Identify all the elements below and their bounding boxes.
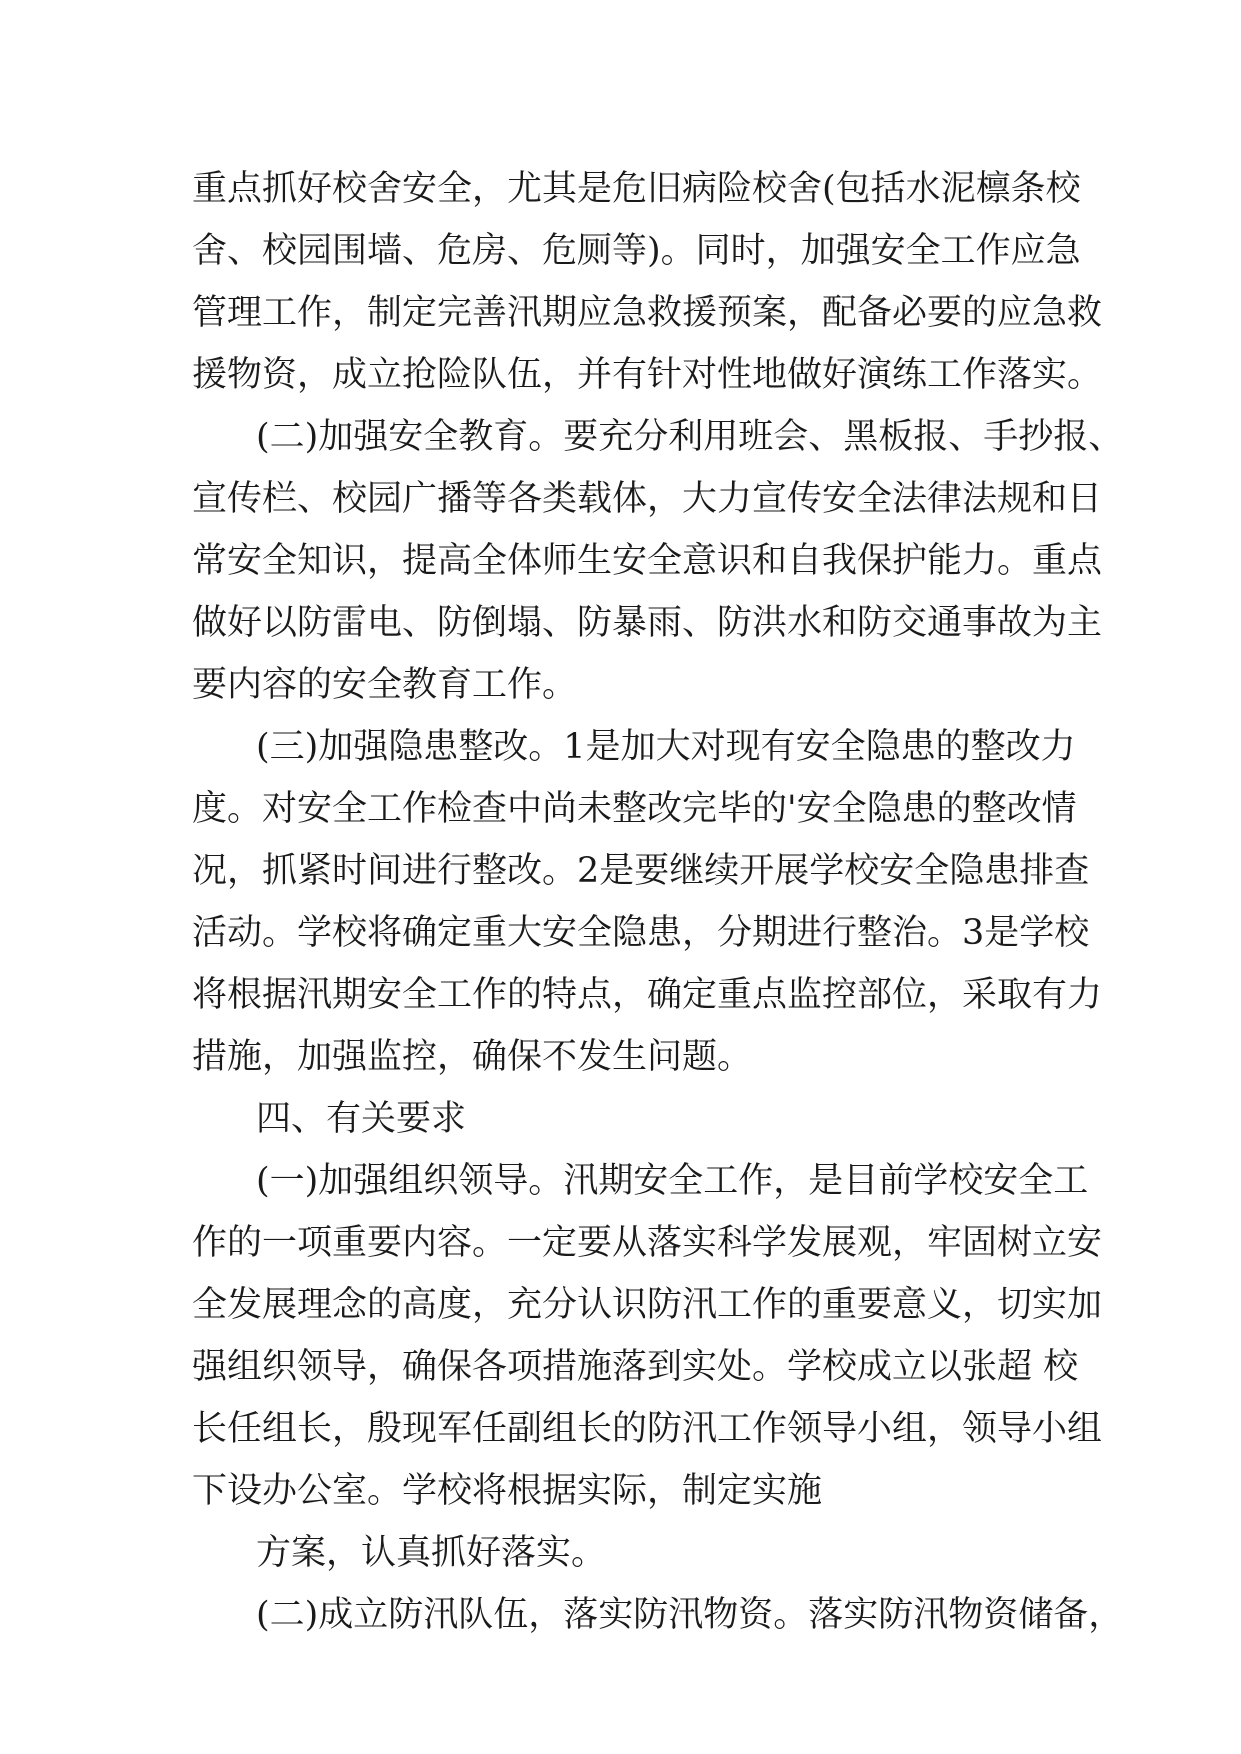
body-line: 将根据汛期安全工作的特点，确定重点监控部位，采取有力 bbox=[192, 975, 1103, 1015]
section-heading-line: (二)加强安全教育。要充分利用班会、黑板报、手抄报、 bbox=[256, 417, 1124, 457]
body-line: 全发展理念的高度，充分认识防汛工作的重要意义，切实加 bbox=[192, 1285, 1103, 1325]
body-line: 度。对安全工作检查中尚未整改完毕的'安全隐患的整改情 bbox=[192, 789, 1077, 829]
body-line: 援物资，成立抢险队伍，并有针对性地做好演练工作落实。 bbox=[192, 355, 1103, 395]
section-heading-line: (三)加强隐患整改。1是加大对现有安全隐患的整改力 bbox=[256, 727, 1076, 767]
body-line: 方案，认真抓好落实。 bbox=[256, 1533, 607, 1573]
section-title: 四、有关要求 bbox=[256, 1099, 467, 1139]
body-line: 下设办公室。学校将根据实际，制定实施 bbox=[192, 1471, 823, 1511]
body-line: 况，抓紧时间进行整改。2是要继续开展学校安全隐患排查 bbox=[192, 851, 1090, 891]
body-line: 宣传栏、校园广播等各类载体，大力宣传安全法律法规和日 bbox=[192, 479, 1103, 519]
body-line: 舍、校园围墙、危房、危厕等)。同时，加强安全工作应急 bbox=[192, 231, 1081, 271]
body-line: 重点抓好校舍安全，尤其是危旧病险校舍(包括水泥檩条校 bbox=[192, 169, 1081, 209]
body-line: 常安全知识，提高全体师生安全意识和自我保护能力。重点 bbox=[192, 541, 1103, 581]
body-line: 措施，加强监控，确保不发生问题。 bbox=[192, 1037, 753, 1077]
section-heading-line: (二)成立防汛队伍，落实防汛物资。落实防汛物资储备， bbox=[256, 1595, 1124, 1635]
body-line: 管理工作，制定完善汛期应急救援预案，配备必要的应急救 bbox=[192, 293, 1103, 333]
section-heading-line: (一)加强组织领导。汛期安全工作，是目前学校安全工 bbox=[256, 1161, 1089, 1201]
body-line: 要内容的安全教育工作。 bbox=[192, 665, 578, 705]
body-line: 长任组长，殷现军任副组长的防汛工作领导小组，领导小组 bbox=[192, 1409, 1103, 1449]
body-line: 作的一项重要内容。一定要从落实科学发展观，牢固树立安 bbox=[192, 1223, 1103, 1263]
body-line: 活动。学校将确定重大安全隐患，分期进行整治。3是学校 bbox=[192, 913, 1090, 953]
document-body bbox=[192, 158, 1124, 1646]
body-line: 强组织领导，确保各项措施落到实处。学校成立以张超 校 bbox=[192, 1347, 1079, 1387]
body-line: 做好以防雷电、防倒塌、防暴雨、防洪水和防交通事故为主 bbox=[192, 603, 1103, 643]
